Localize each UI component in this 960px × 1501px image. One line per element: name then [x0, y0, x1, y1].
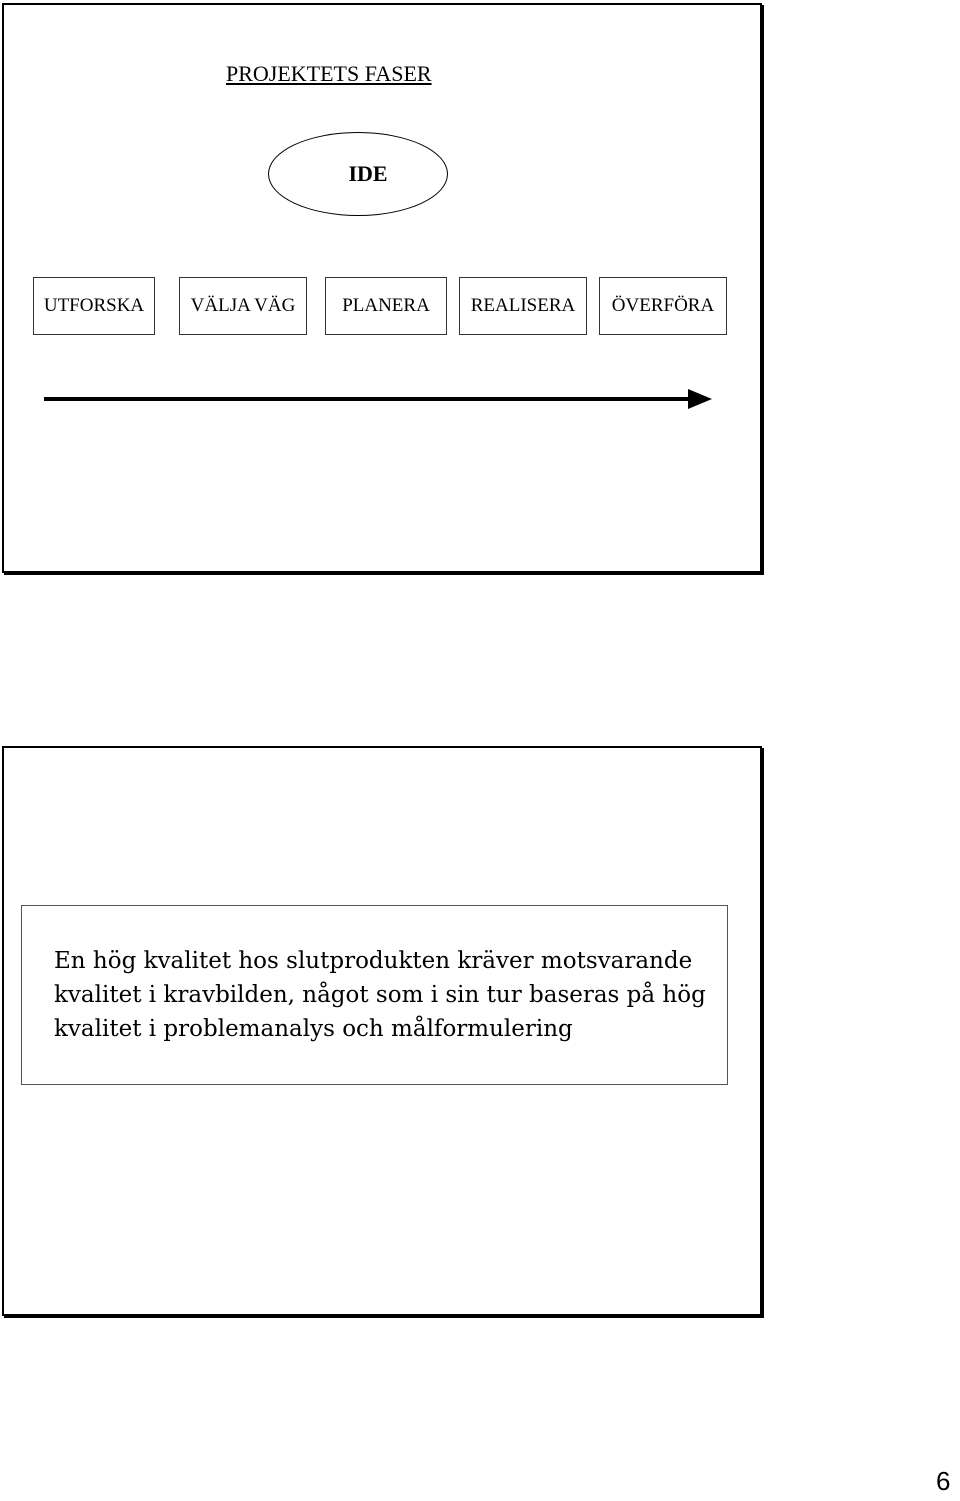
slide-project-phases: [2, 3, 762, 573]
phase-box-utforska: UTFORSKA: [33, 277, 155, 335]
slide-title: PROJEKTETS FASER: [226, 61, 432, 86]
quote-line: kvalitet i kravbilden, något som i sin tur baseras på hög: [54, 982, 706, 1008]
phase-box-overfora: ÖVERFÖRA: [599, 277, 727, 335]
idea-label: IDE: [348, 161, 388, 186]
phase-box-valja-vag: VÄLJA VÄG: [179, 277, 307, 335]
timeline-arrow-icon: [44, 385, 714, 413]
phase-box-realisera: REALISERA: [459, 277, 587, 335]
slide-quality-statement: [2, 746, 762, 1316]
quote-line: kvalitet i problemanalys och målformulering: [54, 1016, 573, 1042]
page-number: 6: [936, 1466, 951, 1496]
idea-ellipse: [268, 132, 448, 216]
quote-box: [21, 905, 728, 1085]
quote-line: En hög kvalitet hos slutprodukten kräver motsvarande: [54, 948, 693, 974]
phase-box-planera: PLANERA: [325, 277, 447, 335]
